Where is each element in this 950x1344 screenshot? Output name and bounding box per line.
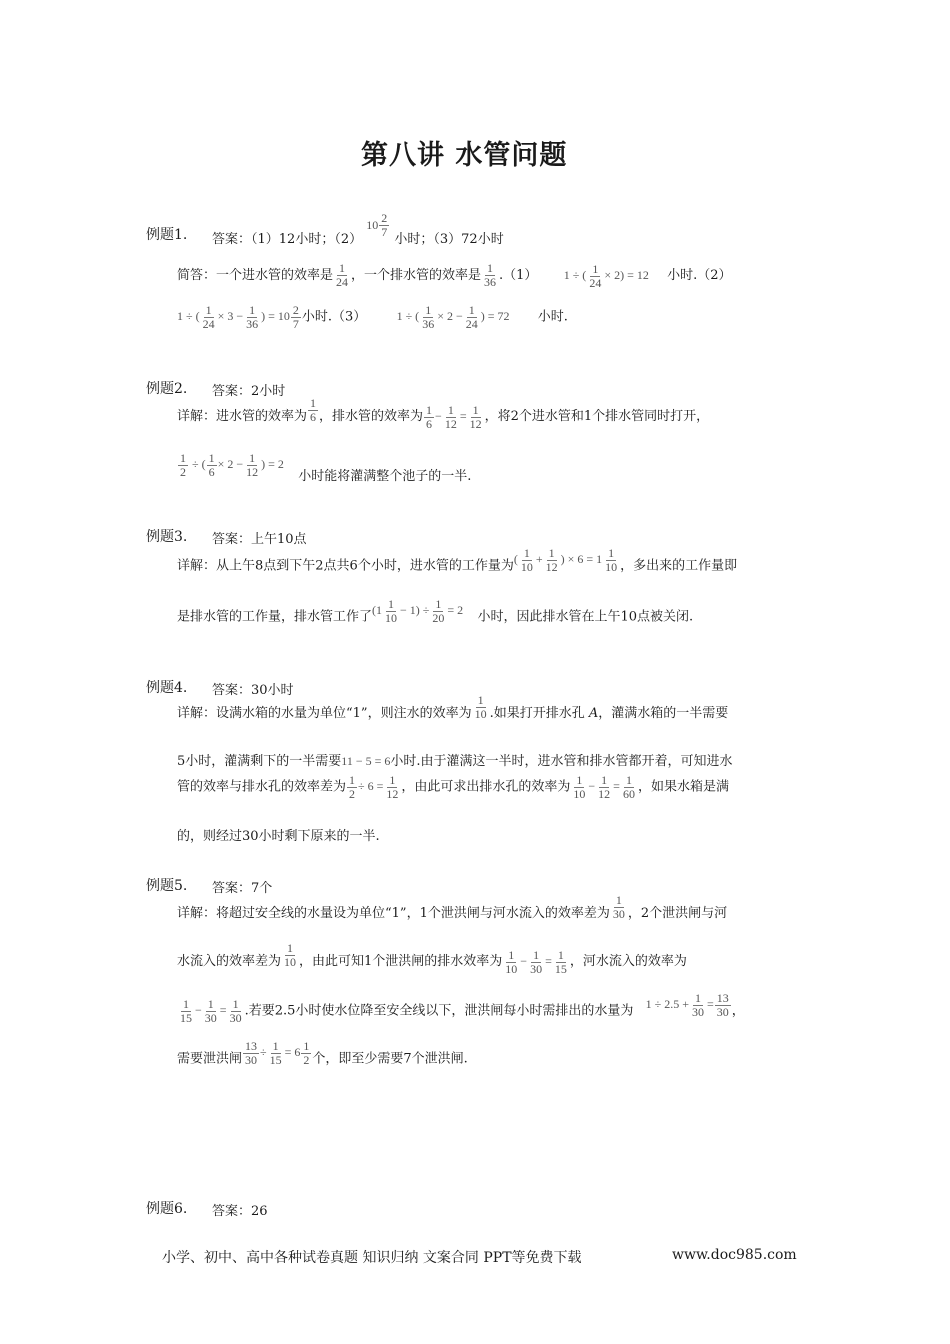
numerator: 1	[487, 261, 494, 275]
answer-text: 答案：（1）12小时；（2）	[212, 232, 363, 247]
text: 小时.（2）	[667, 268, 732, 283]
text: 小时.（3）	[301, 309, 367, 325]
example-4-line-2	[177, 750, 733, 769]
text: .如果打开排水孔	[489, 706, 585, 721]
equation: $\frac{1}{15}$ − $\frac{1}{30}$ = $\frac{1}{30}$	[180, 997, 242, 1025]
text: 详解：从上午8点到下午2点共6个小时，进水管的工作量为	[177, 558, 514, 574]
text: 管的效率与排水孔的效率差为	[177, 779, 347, 795]
text: 是排水管的工作量，排水管工作了	[177, 609, 373, 625]
example-1-answer	[212, 211, 504, 253]
example-5-line-4	[177, 1039, 468, 1073]
footer-url[interactable]: www.doc985.com	[672, 1247, 797, 1263]
equation: ( $\frac{1}{10}$ + $\frac{1}{12}$ ) × 6 = 1 $\frac{1}{10}$	[513, 546, 618, 574]
example-5-label: 例题5.	[146, 878, 188, 894]
text: ，多出来的工作量即	[620, 558, 738, 574]
example-2-answer: 答案：2小时	[212, 384, 286, 399]
text: ，灌满水箱的一半需要	[598, 706, 729, 721]
text: ，2个泄洪闸与河	[627, 906, 728, 921]
equation: $\frac{1}{2}$ ÷ ( $\frac{1}{6}$ × 2 − $\frac{1}{12}$ ) = 2	[180, 451, 284, 479]
equation: $\frac{1}{6}$ − $\frac{1}{12}$ = $\frac{1}{12}$	[426, 402, 482, 431]
denominator: 36	[484, 275, 497, 289]
example-5-line-3	[177, 991, 745, 1025]
equation: $\frac{1}{2}$ ÷ 6 = $\frac{1}{12}$	[349, 773, 399, 801]
footer-text: 小学、初中、高中各种试卷真题 知识归纳 文案合同 PPT等免费下载	[162, 1250, 582, 1266]
text: ，一个排水管的效率是	[351, 268, 482, 283]
example-1-label: 例题1.	[146, 227, 188, 243]
example-2-label: 例题2.	[146, 381, 188, 397]
numerator: 2	[381, 211, 388, 225]
text: 水流入的效率差为	[177, 954, 282, 969]
equation: (1 $\frac{1}{10}$ − 1) ÷ $\frac{1}{20}$ = 2	[372, 597, 464, 625]
example-1-line-2	[177, 304, 568, 331]
equation-1: 1 ÷ ( $\frac{1}{24}$ × 2) = 12	[563, 261, 649, 290]
text: ，由此可知1个泄洪闸的排水效率为	[299, 954, 503, 969]
text: 详解：进水管的效率为	[177, 409, 308, 424]
equation: $\frac{1}{10}$ − $\frac{1}{30}$ = $\frac{1}{15}$	[505, 947, 567, 976]
text: 小时.由于灌满这一半时，进水管和排水管都开着，可知进水	[390, 754, 733, 769]
text: 详解：将超过安全线的水量设为单位“1”，1个泄洪闸与河水流入的效率差为	[177, 906, 610, 921]
answer-mixed-fraction	[366, 212, 390, 239]
example-3-label: 例题3.	[146, 529, 188, 545]
example-2-line-1: 详解：进水管的效率为 $\frac{1}{6}$ ，排水管的效率为 $\frac{1}{6}$ − $\frac{1}{12}$ = $\frac{1}{12}$ ，将2个进水管和1个排水管同时打开，	[177, 396, 710, 431]
example-6-label: 例题6.	[146, 1201, 188, 1217]
example-4-answer: 答案：30小时	[212, 683, 294, 698]
text: ，如果水箱是满	[637, 779, 729, 795]
example-3-answer: 答案：上午10点	[212, 532, 307, 547]
text: 需要泄洪闸	[177, 1051, 243, 1067]
answer-text: 小时；（3）72小时	[394, 232, 504, 247]
denominator: 7	[381, 225, 388, 239]
text: 小时，因此排水管在上午10点被关闭.	[477, 609, 694, 625]
whole: 10	[366, 218, 379, 232]
text: ，将2个进水管和1个排水管同时打开，	[484, 409, 710, 424]
example-2-line-2	[177, 451, 472, 485]
example-4-line-1: 详解：设满水箱的水量为单位“1”，则注水的效率为 $\frac{1}{10}$ .如果打开排水孔 A，灌满水箱的一半需要	[177, 693, 729, 721]
example-5-line-2: 水流入的效率差为 $\frac{1}{10}$ ，由此可知1个泄洪闸的排水效率为 $\frac{1}{10}$ − $\frac{1}{30}$ = $\frac{1}{15}$ ，河水流入的效率为	[177, 941, 687, 976]
example-4-line-3	[177, 774, 729, 801]
text-italic: A	[588, 706, 599, 721]
example-4-label: 例题4.	[146, 680, 188, 696]
page-title: 第八讲 水管问题	[361, 140, 568, 171]
text: 个，即至少需要7个泄洪闸.	[312, 1051, 468, 1067]
denominator: 24	[336, 275, 349, 289]
text: 小时能将灌满整个池子的一半.	[298, 469, 472, 485]
example-6-answer: 答案：26	[212, 1204, 268, 1219]
equation: $\frac{1}{10}$ − $\frac{1}{12}$ = $\frac{1}{60}$	[573, 773, 635, 801]
example-1-line-1	[177, 262, 732, 290]
equation-3: 1 ÷ ( $\frac{1}{36}$ × 2 − $\frac{1}{24}$ ) = 72	[396, 303, 510, 331]
text: 简答：一个进水管的效率是	[177, 268, 334, 283]
text: .（1）	[499, 268, 538, 283]
text: ，排水管的效率为	[319, 409, 424, 424]
example-3-line-2	[177, 597, 694, 631]
equation: $\frac{13}{30}$ ÷ $\frac{1}{15}$ = 6 $\frac{1}{2}$	[245, 1039, 310, 1067]
text: 5小时，灌满剩下的一半需要	[177, 754, 342, 769]
text: .若要2.5小时使水位降至安全线以下，泄洪闸每小时需排出的水量为	[244, 1003, 634, 1019]
equation: 1 ÷ 2.5 + $\frac{1}{30}$ = $\frac{13}{30}$	[645, 991, 729, 1019]
equation-2: 1 ÷ ( $\frac{1}{24}$ × 3 − $\frac{1}{36}$ ) = 10 $\frac{2}{7}$	[177, 303, 299, 331]
text: ，	[731, 1003, 745, 1019]
example-5-answer: 答案：7个	[212, 881, 273, 896]
numerator: 1	[339, 261, 346, 275]
example-3-line-1	[177, 546, 738, 580]
text: 小时.	[537, 309, 568, 325]
text: 详解：设满水箱的水量为单位“1”，则注水的效率为	[177, 706, 472, 721]
text: ，由此可求出排水孔的效率为	[401, 779, 571, 795]
text: ，河水流入的效率为	[569, 954, 687, 969]
example-4-line-4: 的，则经过30小时剩下原来的一半.	[177, 829, 380, 844]
example-5-line-1: 详解：将超过安全线的水量设为单位“1”，1个泄洪闸与河水流入的效率差为 $\frac{1}{30}$ ，2个泄洪闸与河	[177, 893, 728, 921]
equation: 11 − 5 = 6	[341, 754, 391, 768]
